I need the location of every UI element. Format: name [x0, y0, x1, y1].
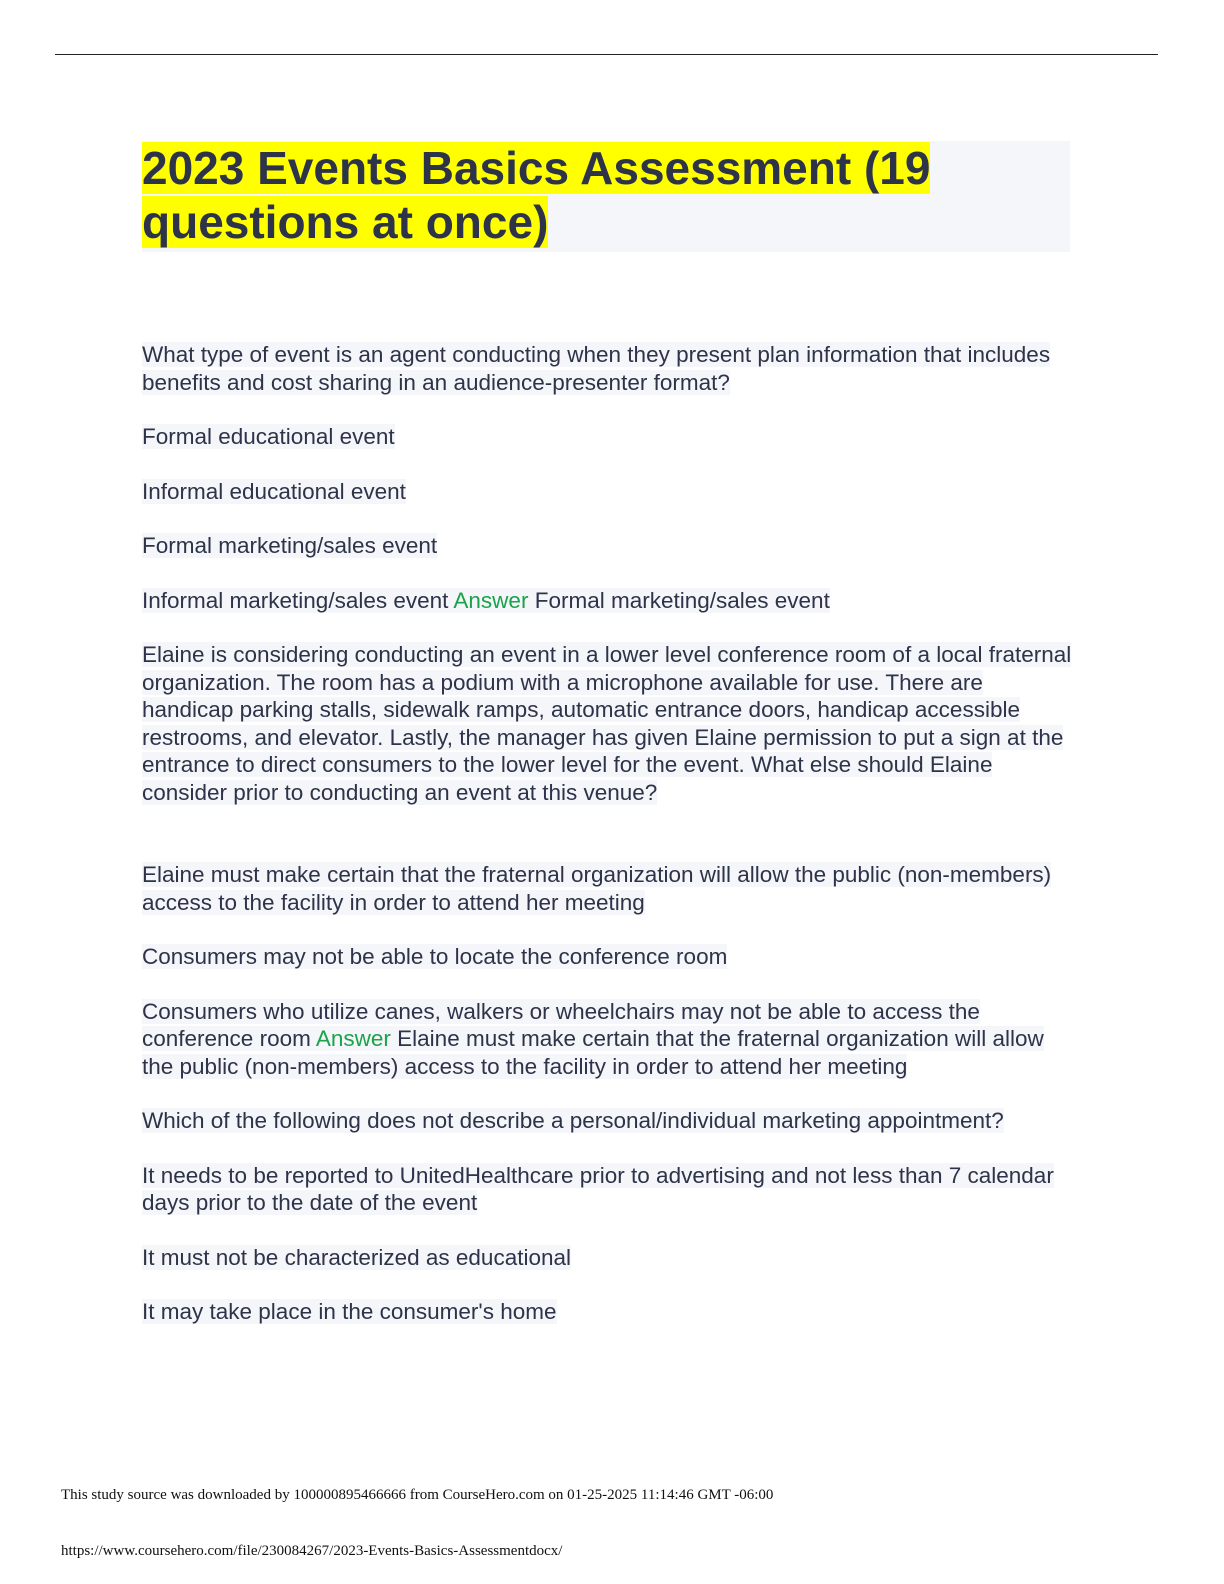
- option-2a: [142, 861, 1072, 916]
- option-2b: [142, 943, 1072, 971]
- option-1b: [142, 478, 1072, 506]
- answer-1-text: Formal marketing/sales event: [534, 587, 830, 613]
- title-highlight: 2023 Events Basics Assessment (19 questions at once): [142, 142, 931, 248]
- question-3-text: Which of the following does not describe a personal/individual marketing appointment?: [142, 1108, 1004, 1133]
- question-2-text: Elaine is considering conducting an event in a lower level conference room of a local fraternal organization. The room has a podium with a microphone available for use. There are handicap parking stalls, sidewalk ramps, automatic entrance doors, handicap accessible restrooms, and elevator. Lastly, the manager has given Elaine permission to put a sign at the entrance to direct consumers to the lower level for the event. What else should Elaine consider prior to conducting an event at this venue?: [142, 642, 1072, 805]
- answer-label: Answer: [453, 587, 529, 613]
- option-2c-text: Consumers who utilize canes, walkers or wheelchairs may not be able to access the conference room: [142, 998, 980, 1051]
- document-title: [142, 141, 1070, 249]
- answer-label: Answer: [315, 1026, 391, 1051]
- option-3a-text: It needs to be reported to UnitedHealthcare prior to advertising and not less than 7 calendar days prior to the date of the event: [142, 1162, 1054, 1215]
- option-1a-text: Formal educational event: [142, 424, 395, 449]
- option-1c-text: Formal marketing/sales event: [142, 533, 438, 558]
- question-3: [142, 1107, 1072, 1135]
- title-block: [142, 141, 1070, 252]
- option-2a-text: Elaine must make certain that the fraternal organization will allow the public (non-members) access to the facility in order to attend her meeting: [142, 862, 1052, 915]
- option-3a: [142, 1162, 1072, 1217]
- option-1b-text: Informal educational event: [142, 478, 406, 504]
- option-1d-text: Informal marketing/sales event: [142, 587, 449, 613]
- option-2b-text: Consumers may not be able to locate the conference room: [142, 944, 728, 969]
- option-2c-with-answer: [142, 998, 1072, 1081]
- question-1-text: What type of event is an agent conducting when they present plan information that includes benefits and cost sharing in an audience-presenter format?: [142, 342, 1051, 395]
- option-3b: [142, 1244, 1072, 1272]
- answer-2-text: Elaine must make certain that the fraternal organization will allow the public (non-members) access to the facility in order to attend her meeting: [142, 1026, 1044, 1079]
- option-1d-with-answer: [142, 587, 1072, 615]
- option-3b-text: It must not be characterized as educational: [142, 1244, 571, 1270]
- option-1a: [142, 423, 1072, 451]
- option-3c-text: It may take place in the consumer's home: [142, 1299, 557, 1324]
- download-notice: This study source was downloaded by 100000895466666 from CourseHero.com on 01-25-2025 11:14:46 GMT -06:00: [61, 1487, 774, 1503]
- header-rule: [55, 54, 1158, 55]
- question-1: [142, 341, 1072, 396]
- option-1c: [142, 532, 1072, 560]
- source-url[interactable]: https://www.coursehero.com/file/230084267/2023-Events-Basics-Assessmentdocx/: [61, 1543, 563, 1559]
- question-2: [142, 641, 1072, 806]
- document-body: [142, 341, 1072, 1353]
- option-3c: [142, 1298, 1072, 1326]
